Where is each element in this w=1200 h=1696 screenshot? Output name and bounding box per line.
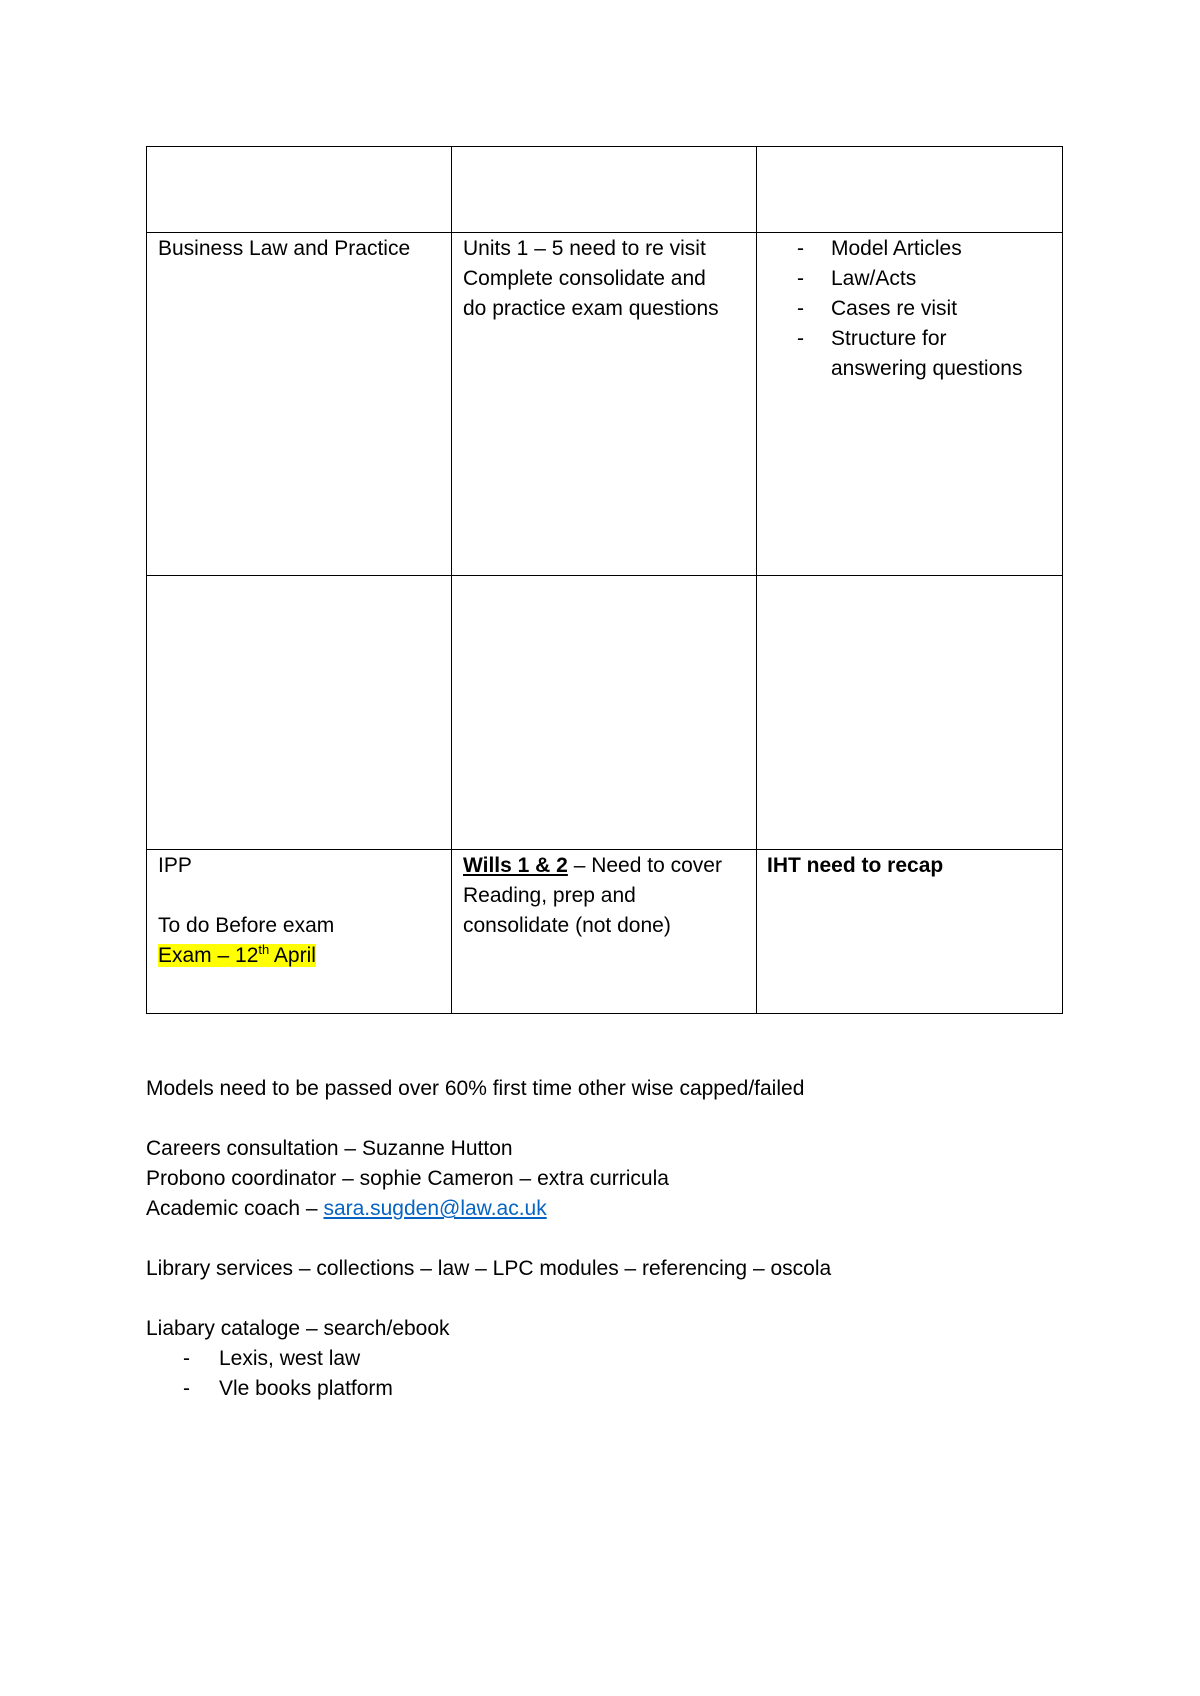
ipp-title: IPP xyxy=(158,854,192,877)
cell-module-topics xyxy=(759,234,1059,384)
task-line: do practice exam questions xyxy=(463,297,719,320)
list-item: - Law/Acts xyxy=(797,267,917,290)
topic-list xyxy=(759,234,1059,384)
catalogue-note: Liabary cataloge – search/ebook xyxy=(146,1317,450,1340)
cell-ipp-tasks xyxy=(463,851,748,941)
task-line: consolidate (not done) xyxy=(463,914,671,937)
list-item: - Model Articles xyxy=(797,237,962,260)
probono-note: Probono coordinator – sophie Cameron – extra curricula xyxy=(146,1167,669,1190)
catalogue-list xyxy=(146,1344,1066,1404)
cell-ipp xyxy=(158,851,443,971)
task-line: Reading, prep and xyxy=(463,884,636,907)
task-line: Wills 1 & 2 – Need to cover xyxy=(463,854,722,877)
list-item: - Vle books platform xyxy=(183,1377,393,1400)
exam-date: Exam – 12th April xyxy=(158,942,316,967)
notes-section xyxy=(146,1074,1066,1404)
models-note: Models need to be passed over 60% first time other wise capped/failed xyxy=(146,1077,805,1100)
task-line: Complete consolidate and xyxy=(463,267,706,290)
notes-table xyxy=(146,146,1063,1014)
cell-ipp-topics xyxy=(767,851,1052,881)
coach-note: Academic coach – sara.sugden@law.ac.uk xyxy=(146,1197,547,1220)
module-title: Business Law and Practice xyxy=(158,237,411,260)
list-item: - Cases re visit xyxy=(797,297,958,320)
recap-note: IHT need to recap xyxy=(767,854,944,877)
todo-label: To do Before exam xyxy=(158,914,335,937)
library-note: Library services – collections – law – LPC modules – referencing – oscola xyxy=(146,1257,832,1280)
task-line: Units 1 – 5 need to re visit xyxy=(463,237,706,260)
list-item: - Structure for answering questions xyxy=(797,327,1023,380)
coach-email-link[interactable]: sara.sugden@law.ac.uk xyxy=(323,1197,547,1220)
table-divider xyxy=(756,147,757,1013)
careers-note: Careers consultation – Suzanne Hutton xyxy=(146,1137,513,1160)
table-divider xyxy=(147,849,1062,850)
table-divider xyxy=(147,232,1062,233)
cell-module-name xyxy=(158,234,443,264)
table-divider xyxy=(451,147,452,1013)
list-item: - Lexis, west law xyxy=(183,1347,361,1370)
table-divider xyxy=(147,575,1062,576)
cell-module-tasks xyxy=(463,234,748,324)
